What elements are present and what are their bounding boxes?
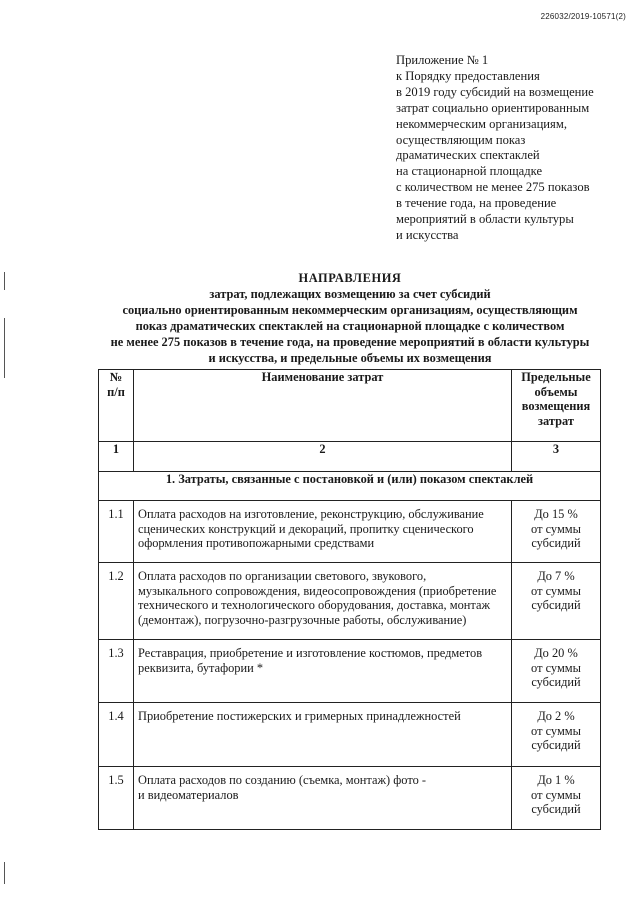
heading-line: не менее 275 показов в течение года, на проведение мероприятий в области культуры xyxy=(110,334,590,349)
appendix-line: в 2019 году субсидий на возмещение xyxy=(396,84,594,99)
table-header-row xyxy=(99,370,601,442)
row-cost-name: Оплата расходов по организации светового, звукового, музыкального сопровождения, видеосопровождения (приобретение технического и технологического оборудования, доставка, монтаж (демонтаж), погрузочно-разгрузочные работы, обслуживание) xyxy=(134,563,512,640)
document-heading xyxy=(60,271,640,366)
appendix-block xyxy=(396,53,621,244)
appendix-line: Приложение № 1 xyxy=(396,53,489,67)
row-number: 1.5 xyxy=(99,767,134,830)
column-number: 3 xyxy=(512,442,601,472)
heading-title: НАПРАВЛЕНИЯ xyxy=(298,271,402,285)
scan-edge-mark xyxy=(4,862,5,884)
column-numbers-row xyxy=(99,442,601,472)
table-row xyxy=(99,501,601,563)
appendix-line: на стационарной площадке xyxy=(396,164,543,179)
appendix-line: в течение года, на проведение xyxy=(396,196,557,211)
costs-table xyxy=(98,369,601,830)
row-number: 1.3 xyxy=(99,640,134,703)
row-limit: До 20 % от суммы субсидий xyxy=(512,640,601,703)
appendix-line: осуществляющим показ xyxy=(396,132,526,147)
heading-line: показ драматических спектаклей на стационарной площадке с количеством xyxy=(135,318,565,333)
appendix-line: некоммерческим организациям, xyxy=(396,116,567,131)
appendix-line: к Порядку предоставления xyxy=(396,68,540,83)
section-row xyxy=(99,472,601,501)
table-row xyxy=(99,640,601,703)
section-title: 1. Затраты, связанные с постановкой и (или) показом спектаклей xyxy=(99,472,601,501)
heading-line: затрат, подлежащих возмещению за счет субсидий xyxy=(209,286,491,301)
row-cost-name: Оплата расходов по созданию (съемка, монтаж) фото - и видеоматериалов xyxy=(134,767,512,830)
appendix-line: мероприятий в области культуры xyxy=(396,212,574,227)
appendix-line: затрат социально ориентированным xyxy=(396,100,590,115)
scan-edge-mark xyxy=(4,318,5,378)
column-number: 2 xyxy=(134,442,512,472)
row-cost-name: Оплата расходов на изготовление, реконструкцию, обслуживание сценических конструкций и декораций, пропитку сценического оформления противопожарными средствами xyxy=(134,501,512,563)
row-limit: До 2 % от суммы субсидий xyxy=(512,703,601,767)
row-number: 1.4 xyxy=(99,703,134,767)
appendix-line: с количеством не менее 275 показов xyxy=(396,180,590,195)
row-cost-name: Реставрация, приобретение и изготовление костюмов, предметов реквизита, бутафории * xyxy=(134,640,512,703)
row-number: 1.1 xyxy=(99,501,134,563)
appendix-line: драматических спектаклей xyxy=(396,148,540,163)
row-cost-name: Приобретение постижерских и гримерных принадлежностей xyxy=(134,703,512,767)
table-row xyxy=(99,563,601,640)
header-name-cell: Наименование затрат xyxy=(134,370,512,442)
header-num-cell: № п/п xyxy=(99,370,134,442)
row-limit: До 15 % от суммы субсидий xyxy=(512,501,601,563)
header-limit-cell: Предельные объемы возмещения затрат xyxy=(512,370,601,442)
column-number: 1 xyxy=(99,442,134,472)
appendix-line: и искусства xyxy=(396,227,459,242)
row-limit: До 1 % от суммы субсидий xyxy=(512,767,601,830)
row-limit: До 7 % от суммы субсидий xyxy=(512,563,601,640)
table-row xyxy=(99,703,601,767)
heading-line: социально ориентированным некоммерческим организациям, осуществляющим xyxy=(122,302,578,317)
row-number: 1.2 xyxy=(99,563,134,640)
scan-edge-mark xyxy=(4,272,5,290)
document-id: 226032/2019-10571(2) xyxy=(540,12,626,21)
heading-line: и искусства, и предельные объемы их возмещения xyxy=(208,350,492,365)
table-row xyxy=(99,767,601,830)
